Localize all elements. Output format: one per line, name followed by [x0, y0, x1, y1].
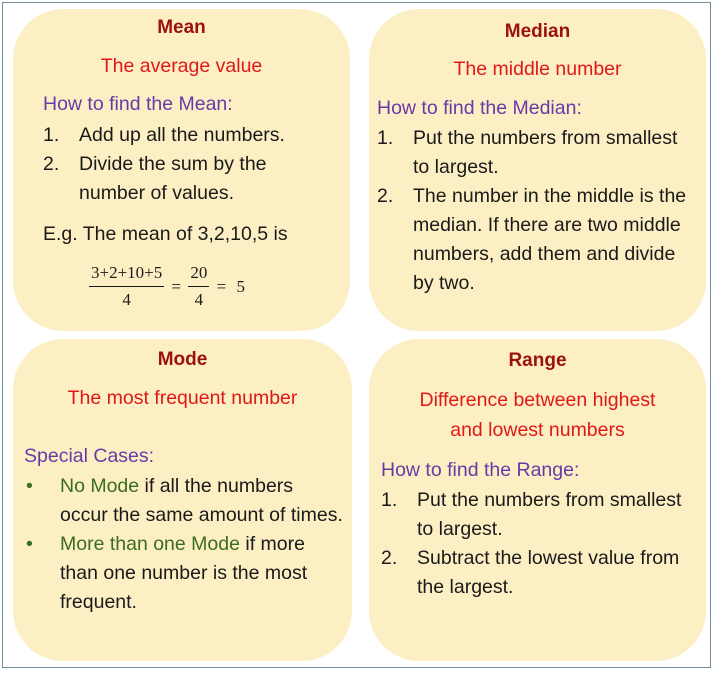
- case-text: if more than one number is the most frequent.: [60, 533, 308, 613]
- median-title: Median: [504, 21, 571, 42]
- fraction-sum: [89, 263, 164, 310]
- range-steps-list: [381, 486, 691, 602]
- range-subtitle-line1: Difference between highest: [419, 389, 656, 411]
- case-highlight: No Mode: [60, 475, 140, 497]
- mean-card: [13, 9, 350, 331]
- mode-special-heading: Special Cases:: [24, 445, 155, 467]
- fraction-total: [188, 263, 209, 310]
- list-item: [43, 121, 333, 150]
- bullet-icon: •: [26, 533, 33, 555]
- numerator: 20: [188, 263, 209, 287]
- numerator: 3+2+10+5: [89, 263, 164, 287]
- list-item: [381, 544, 691, 602]
- step-text: Put the numbers from smallest to largest.: [413, 127, 678, 178]
- case-highlight: More than one Mode: [60, 533, 240, 555]
- mode-cases-list: [24, 472, 346, 617]
- range-subtitle-line2: and lowest numbers: [450, 419, 625, 441]
- list-item: [24, 472, 346, 530]
- denominator: 4: [122, 290, 131, 309]
- bullet-icon: •: [26, 475, 33, 497]
- median-card: [369, 9, 706, 331]
- list-item: [43, 150, 333, 208]
- case-text: if all the numbers occur the same amount of times.: [60, 475, 343, 526]
- median-how-heading: How to find the Median:: [377, 97, 582, 119]
- step-text: Add up all the numbers.: [79, 124, 285, 146]
- median-subtitle: The middle number: [453, 58, 622, 80]
- step-text: Subtract the lowest value from the largest.: [417, 547, 680, 598]
- mean-example: E.g. The mean of 3,2,10,5 is: [43, 223, 288, 245]
- median-steps-list: [377, 124, 697, 298]
- equals-sign: =: [171, 276, 182, 296]
- mode-subtitle: The most frequent number: [67, 387, 298, 409]
- range-title: Range: [508, 350, 567, 371]
- step-number: 2.: [43, 153, 60, 175]
- list-item: [377, 124, 697, 182]
- mean-title: Mean: [157, 17, 206, 38]
- step-number: 1.: [43, 124, 60, 146]
- step-number: 2.: [377, 185, 394, 207]
- list-item: [377, 182, 697, 298]
- range-card: [369, 339, 706, 661]
- step-text: Put the numbers from smallest to largest.: [417, 489, 682, 540]
- range-how-heading: How to find the Range:: [381, 459, 580, 481]
- step-number: 1.: [381, 489, 398, 511]
- step-text: Divide the sum by the number of values.: [79, 153, 267, 204]
- list-item: [24, 530, 346, 617]
- equals-sign: =: [216, 276, 227, 296]
- list-item: [381, 486, 691, 544]
- step-number: 2.: [381, 547, 398, 569]
- mode-title: Mode: [157, 349, 208, 370]
- formula-result: 5: [236, 276, 245, 296]
- mean-formula: [89, 263, 248, 310]
- step-text: The number in the middle is the median. If there are two middle numbers, add them and divide by two.: [413, 185, 687, 294]
- mean-how-heading: How to find the Mean:: [43, 93, 233, 115]
- mean-steps-list: [43, 121, 333, 208]
- mean-subtitle: The average value: [100, 55, 263, 77]
- step-number: 1.: [377, 127, 394, 149]
- mode-card: [13, 339, 352, 661]
- denominator: 4: [194, 290, 204, 309]
